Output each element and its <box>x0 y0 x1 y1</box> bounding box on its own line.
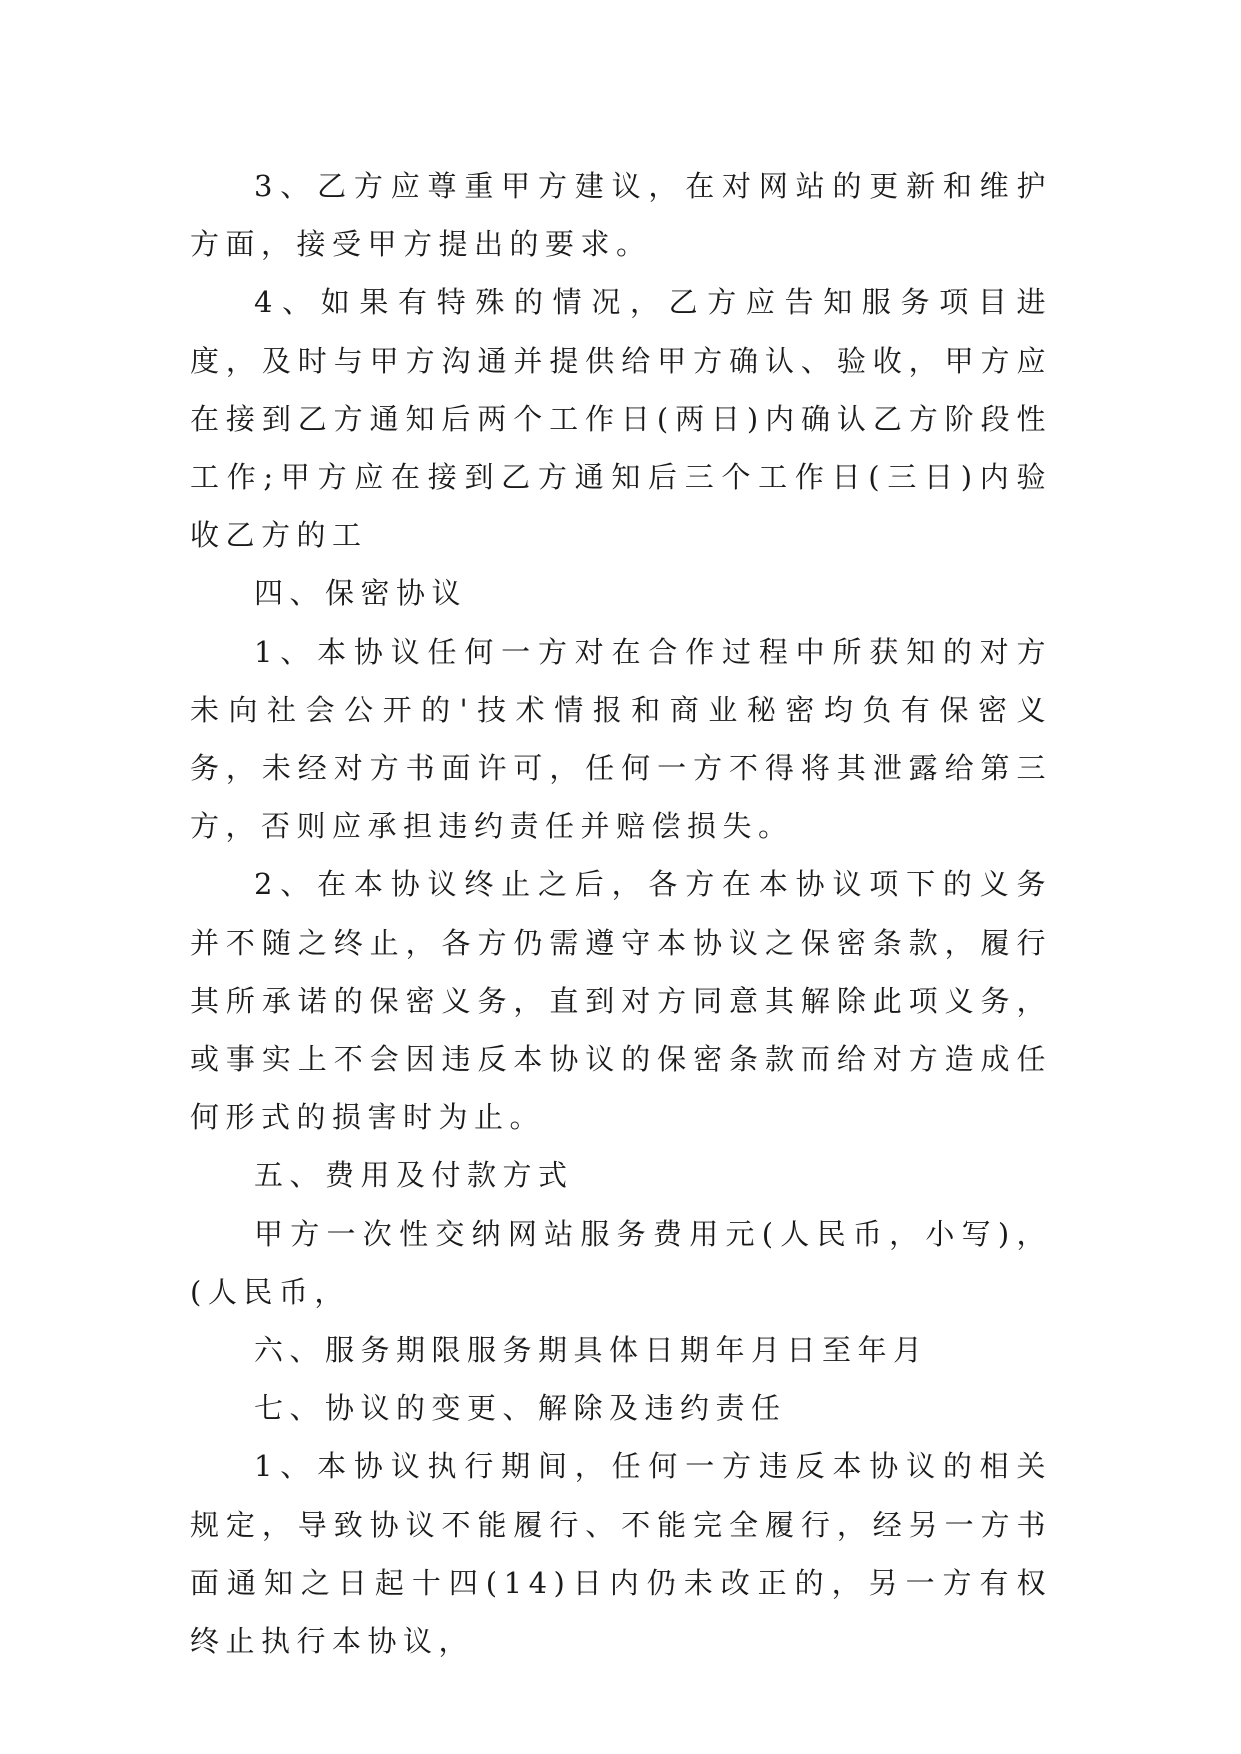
section-heading-service-term: 六、服务期限服务期具体日期年月日至年月 <box>254 1333 929 1368</box>
paragraph-confidentiality-2: 2、在本协议终止之后，各方在本协议项下的义务并不随之终止，各方仍需遵守本协议之保密条款，履行其所承诺的保密义务，直到对方同意其解除此项义务，或事实上不会因违反本协议的保密条款而给对方造成任何形式的损害时为止。 <box>190 867 1052 1135</box>
paragraph-clause-4: 4、如果有特殊的情况，乙方应告知服务项目进度，及时与甲方沟通并提供给甲方确认、验收，甲方应在接到乙方通知后两个工作日(两日)内确认乙方阶段性工作;甲方应在接到乙方通知后三个工作日(三日)内验收乙方的工 <box>190 285 1052 553</box>
section-heading-confidentiality: 四、保密协议 <box>254 576 468 611</box>
section-heading-fees: 五、费用及付款方式 <box>254 1158 574 1193</box>
paragraph-confidentiality-1: 1、本协议任何一方对在合作过程中所获知的对方未向社会公开的'技术情报和商业秘密均负有保密义务，未经对方书面许可，任何一方不得将其泄露给第三方，否则应承担违约责任并赔偿损失。 <box>190 634 1052 844</box>
paragraph-amendment-1: 1、本协议执行期间，任何一方违反本协议的相关规定，导致协议不能履行、不能完全履行，经另一方书面通知之日起十四(14)日内仍未改正的，另一方有权终止执行本协议， <box>190 1449 1052 1659</box>
paragraph-clause-3: 3、乙方应尊重甲方建议，在对网站的更新和维护方面，接受甲方提出的要求。 <box>190 169 1052 262</box>
document-body <box>190 157 1052 1670</box>
paragraph-fees: 甲方一次性交纳网站服务费用元(人民币，小写)，(人民币， <box>190 1216 1052 1309</box>
section-heading-amendment: 七、协议的变更、解除及违约责任 <box>254 1391 787 1426</box>
